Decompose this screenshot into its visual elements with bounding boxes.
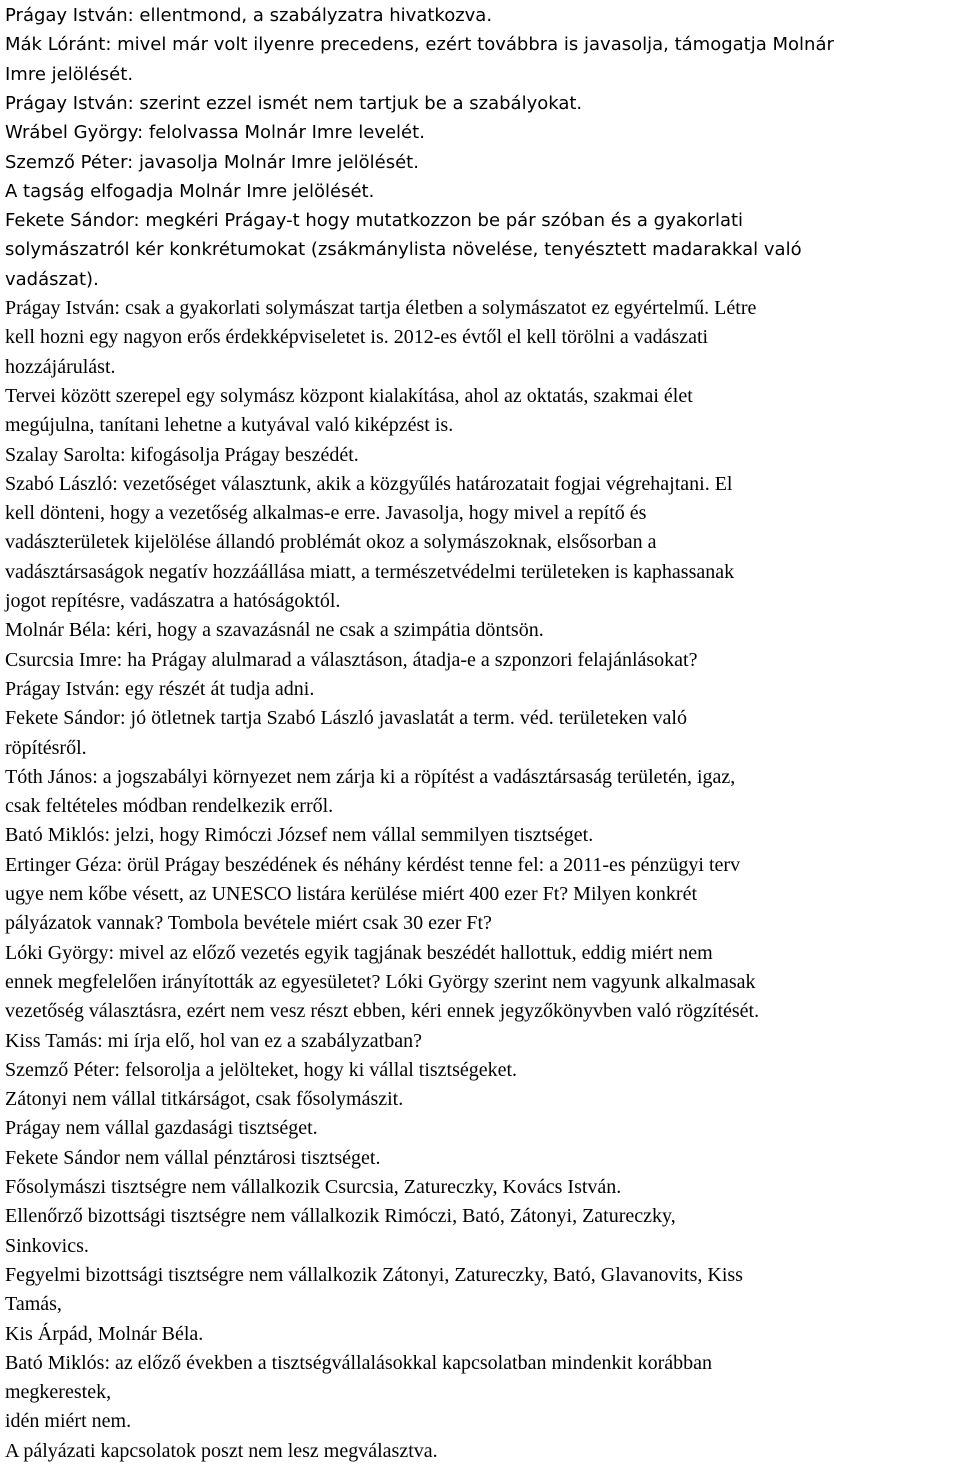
document-text-line: Imre jelölését. (5, 63, 134, 85)
document-text-line: Szemző Péter: felsorolja a jelölteket, hogy ki vállal tisztségeket. (5, 1058, 518, 1081)
document-text-line: röpítésről. (5, 736, 87, 759)
document-text-line: Bató Miklós: jelzi, hogy Rimóczi József nem vállal semmilyen tisztséget. (5, 824, 594, 847)
document-text-line: Ertinger Géza: örül Prágay beszédének és néhány kérdést tenne fel: a 2011-es pénzügyi terv (5, 853, 741, 876)
document-text-line: Bató Miklós: az előző években a tisztségvállalásokkal kapcsolatban mindenkit korábban (5, 1351, 713, 1374)
document-text-line: solymászatról kér konkrétumokat (zsákmánylista növelése, tenyésztett madarakkal való (5, 239, 802, 261)
document-text-line: Lóki György: mivel az előző vezetés egyik tagjának beszédét hallottuk, eddig miért nem (5, 941, 713, 964)
document-text-line: Fősolymászi tisztségre nem vállalkozik Csurcsia, Zatureczky, Kovács István. (5, 1176, 622, 1198)
document-text-line: ennek megfelelően irányították az egyesületet? Lóki György szerint nem vagyunk alkalmasak (5, 970, 756, 993)
document-text-line: Fegyelmi bizottsági tisztségre nem vállalkozik Zátonyi, Zatureczky, Bató, Glavanovits, Kiss (5, 1263, 743, 1286)
document-text-line: Prágay István: szerint ezzel ismét nem tartjuk be a szabályokat. (5, 92, 583, 114)
document-text-line: Tamás, (5, 1293, 62, 1316)
document-text-line: Molnár Béla: kéri, hogy a szavazásnál ne csak a szimpátia döntsön. (5, 619, 544, 642)
document-text-line: Fekete Sándor nem vállal pénztárosi tisztséget. (5, 1146, 381, 1169)
document-text-line: Csurcsia Imre: ha Prágay alulmarad a választáson, átadja-e a szponzori felajánlásokat? (5, 648, 698, 671)
document-text-line: Ellenőrző bizottsági tisztségre nem vállalkozik Rimóczi, Bató, Zátonyi, Zatureczky, (5, 1205, 676, 1228)
document-text-line: Prágay nem vállal gazdasági tisztséget. (5, 1117, 318, 1140)
document-text-line: jogot repítésre, vadászatra a hatóságoktól. (5, 590, 341, 612)
document-text-line: A tagság elfogadja Molnár Imre jelölését. (5, 180, 375, 202)
document-text-line: vadászat). (5, 268, 99, 290)
document-text-line: Wrábel György: felolvassa Molnár Imre levelét. (5, 122, 425, 144)
document-text-line: Szalay Sarolta: kifogásolja Prágay beszédét. (5, 443, 359, 466)
document-text-line: Fekete Sándor: megkéri Prágay-t hogy mutatkozzon be pár szóban és a gyakorlati (5, 210, 744, 232)
document-text-line: pályázatok vannak? Tombola bevétele miért csak 30 ezer Ft? (5, 912, 492, 935)
document-text-line: Kiss Tamás: mi írja elő, hol van ez a szabályzatban? (5, 1029, 422, 1052)
document-text-line: Szabó László: vezetőséget választunk, akik a közgyűlés határozatait fogjai végrehajtani. El (5, 472, 733, 495)
document-text-line: Szemző Péter: javasolja Molnár Imre jelölését. (5, 151, 419, 173)
document-text-line: Prágay István: egy részét át tudja adni. (5, 677, 315, 700)
document-text-line: vezetőség választásra, ezért nem vesz részt ebben, kéri ennek jegyzőkönyvben való rögzítését. (5, 1000, 760, 1023)
document-text-line: Prágay István: csak a gyakorlati solymászat tartja életben a solymászatot ez egyértelmű. Létre (5, 297, 757, 319)
document-text-line: Mák Lóránt: mivel már volt ilyenre precedens, ezért továbbra is javasolja, támogatja Molnár (5, 34, 834, 56)
document-text-line: Tervei között szerepel egy solymász központ kialakítása, ahol az oktatás, szakmai élet (5, 384, 693, 407)
document-text-line: Prágay István: ellentmond, a szabályzatra hivatkozva. (5, 5, 493, 26)
document-text-line: megújulna, tanítani lehetne a kutyával való kiképzést is. (5, 414, 454, 437)
document-text-line: Sinkovics. (5, 1234, 89, 1257)
document-text-line: Tóth János: a jogszabályi környezet nem zárja ki a röpítést a vadásztársaság területén, igaz, (5, 765, 736, 788)
document-text-line: kell hozni egy nagyon erős érdekképviseletet is. 2012-es évtől el kell törölni a vadászati (5, 326, 709, 349)
document-text-line: kell dönteni, hogy a vezetőség alkalmas-e erre. Javasolja, hogy mivel a repítő és (5, 502, 647, 525)
document-text-line: Zátonyi nem vállal titkárságot, csak fősolymászit. (5, 1088, 404, 1111)
document-text-line: ugye nem kőbe vésett, az UNESCO listára kerülése miért 400 ezer Ft? Milyen konkrét (5, 883, 698, 905)
document-text-line: vadászterületek kijelölése állandó problémát okoz a solymászoknak, elsősorban a (5, 531, 657, 554)
document-text-line: megkerestek, (5, 1381, 112, 1404)
document-text-line: vadásztársaságok negatív hozzáállása miatt, a természetvédelmi területeken is kaphassanak (5, 560, 735, 583)
document-text-line: Kis Árpád, Molnár Béla. (5, 1322, 204, 1345)
document-text-line: Fekete Sándor: jó ötletnek tartja Szabó László javaslatát a term. véd. területeken való (5, 707, 687, 730)
document-text-line: A pályázati kapcsolatok poszt nem lesz megválasztva. (5, 1439, 438, 1462)
document-text-line: hozzájárulást. (5, 355, 116, 378)
document-text-line: csak feltételes módban rendelkezik erről. (5, 795, 334, 818)
document-text-line: idén miért nem. (5, 1410, 132, 1433)
